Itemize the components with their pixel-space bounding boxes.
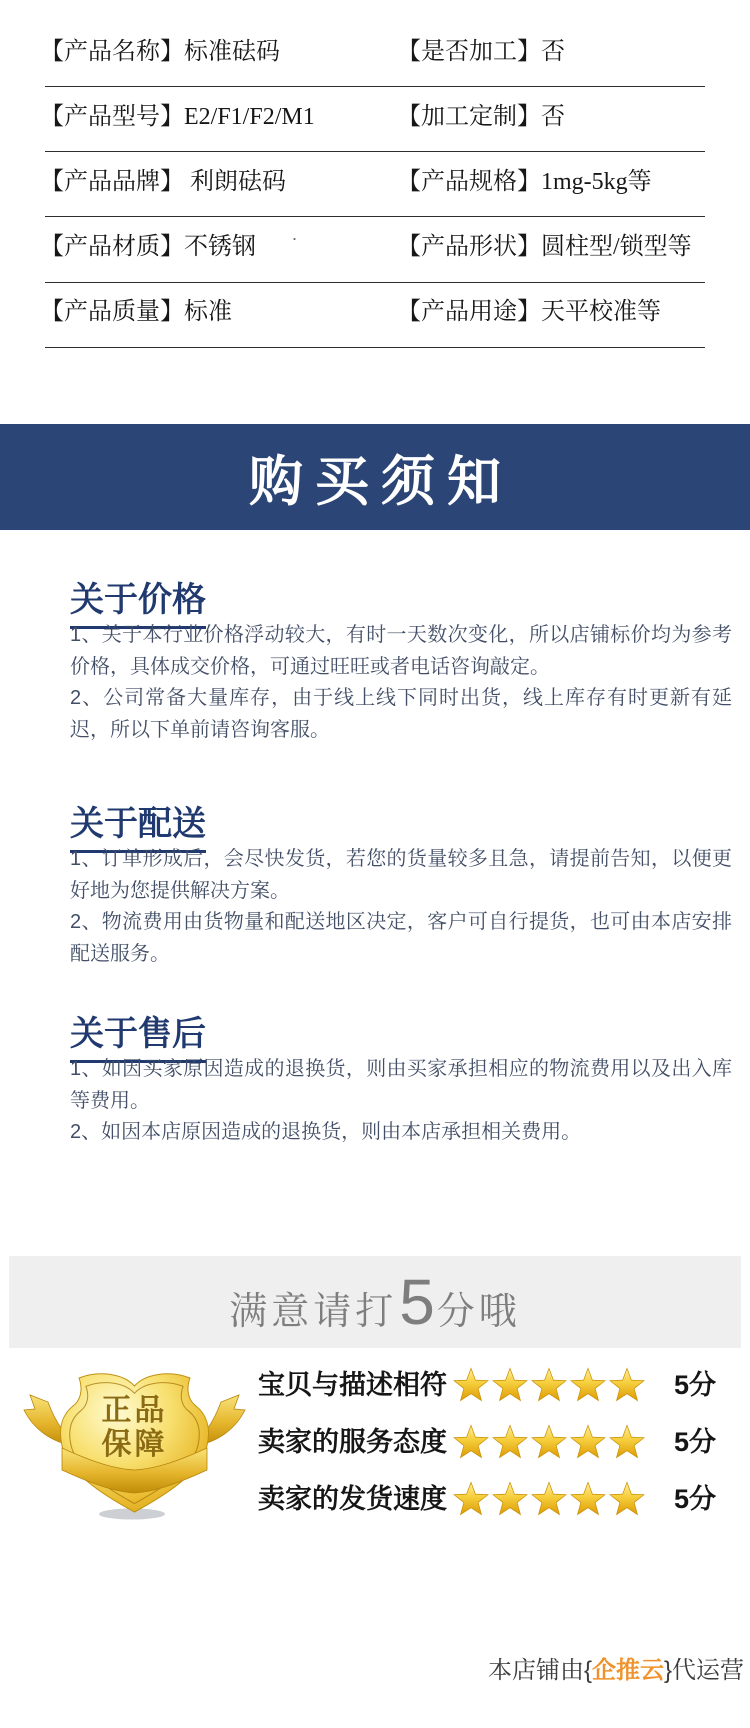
paragraph: 2、如因本店原因造成的退换货，则由本店承担相关费用。 [70,1121,582,1143]
rating-score: 5分 [674,1370,717,1400]
spec-value: 标准砝码 [184,39,280,65]
spec-label: 【产品名称】 [40,39,184,65]
spec-label: 【产品型号】 [40,104,184,130]
table-row [0,297,750,327]
row-divider [45,282,705,283]
spec-label: 【产品材质】 [40,234,184,260]
row-divider [45,86,705,87]
rating-row [0,1477,750,1521]
paragraph: 1、如因买家原因造成的退换货，则由买家承担相应的物流费用以及出入库等费用。 [70,1058,732,1112]
section-body-aftersales [70,1054,732,1149]
table-row [0,167,750,197]
paragraph: 1、关于本行业价格浮动较大，有时一天数次变化，所以店铺标价均为参考价格，具体成交价格，可通过旺旺或者电话咨询敲定。 [70,624,732,678]
spec-label: 【产品品牌】 [40,169,184,195]
star-icon [530,1366,568,1404]
star-icon [452,1480,490,1518]
spec-label: 【加工定制】 [397,104,541,130]
rating-row [0,1420,750,1464]
star-rating [452,1422,646,1462]
footer-prefix: 本店铺由{ [487,1657,592,1684]
spec-value: 圆柱型/锁型等 [541,234,692,260]
table-row [0,232,750,262]
row-divider [45,216,705,217]
spec-value: 利朗砝码 [184,169,286,195]
section-body-price [70,620,732,746]
shop-operator-note [488,1650,744,1685]
purchase-notice-banner [0,424,750,530]
star-icon [608,1480,646,1518]
spec-label: 【产品用途】 [397,299,541,325]
spec-value: 1mg-5kg等 [541,169,652,195]
star-icon [452,1423,490,1461]
rating-label: 卖家的服务态度 [258,1427,447,1457]
spec-value: 否 [541,104,565,130]
table-row [0,37,750,67]
spec-label: 【产品质量】 [40,299,184,325]
star-icon [530,1423,568,1461]
section-heading-price: 关于价格 [70,572,206,629]
section-heading-aftersales: 关于售后 [70,1006,206,1063]
footer-suffix: }代运营 [663,1657,744,1684]
spec-value: 标准 [184,299,232,325]
footer-brand: 企推云 [591,1657,664,1684]
star-icon [569,1423,607,1461]
section-body-delivery [70,844,732,970]
spec-label: 【是否加工】 [397,39,541,65]
section-heading-delivery: 关于配送 [70,796,206,853]
star-icon [491,1423,529,1461]
row-divider [45,347,705,348]
spec-label: 【产品形状】 [397,234,541,260]
rate-banner-suffix: 分哦 [436,1291,521,1333]
badge-text-line1: 正品 [101,1394,168,1427]
star-icon [608,1366,646,1404]
spec-value: E2/F1/F2/M1 [184,104,315,130]
rate-five-banner [9,1256,741,1348]
rating-row [0,1363,750,1407]
badge-text-line2: 保障 [101,1428,168,1461]
spec-label: 【产品规格】 [397,169,541,195]
rate-banner-score: 5 [399,1266,435,1338]
rating-label: 宝贝与描述相符 [258,1370,447,1400]
row-divider [45,151,705,152]
rating-label: 卖家的发货速度 [258,1484,447,1514]
banner-title: 购买须知 [249,451,513,512]
table-row [0,102,750,132]
spec-value: 不锈钢 [184,234,256,260]
paragraph: 2、公司常备大量库存，由于线上线下同时出货，线上库存有时更新有延迟，所以下单前请咨询客服。 [70,687,732,741]
rating-score: 5分 [674,1427,717,1457]
paragraph: 2、物流费用由货物量和配送地区决定，客户可自行提货，也可由本店安排配送服务。 [70,911,732,965]
paragraph: 1、订单形成后，会尽快发货，若您的货量较多且急，请提前告知，以便更好地为您提供解决方案。 [70,848,732,902]
rating-score: 5分 [674,1484,717,1514]
star-icon [452,1366,490,1404]
spec-value: 否 [541,39,565,65]
rate-banner-prefix: 满意请打 [229,1291,398,1333]
star-icon [491,1366,529,1404]
stray-dot: . [292,224,298,244]
star-icon [569,1366,607,1404]
spec-value: 天平校准等 [541,299,661,325]
star-rating [452,1479,646,1519]
star-icon [530,1480,568,1518]
star-rating [452,1365,646,1405]
star-icon [491,1480,529,1518]
star-icon [608,1423,646,1461]
star-icon [569,1480,607,1518]
